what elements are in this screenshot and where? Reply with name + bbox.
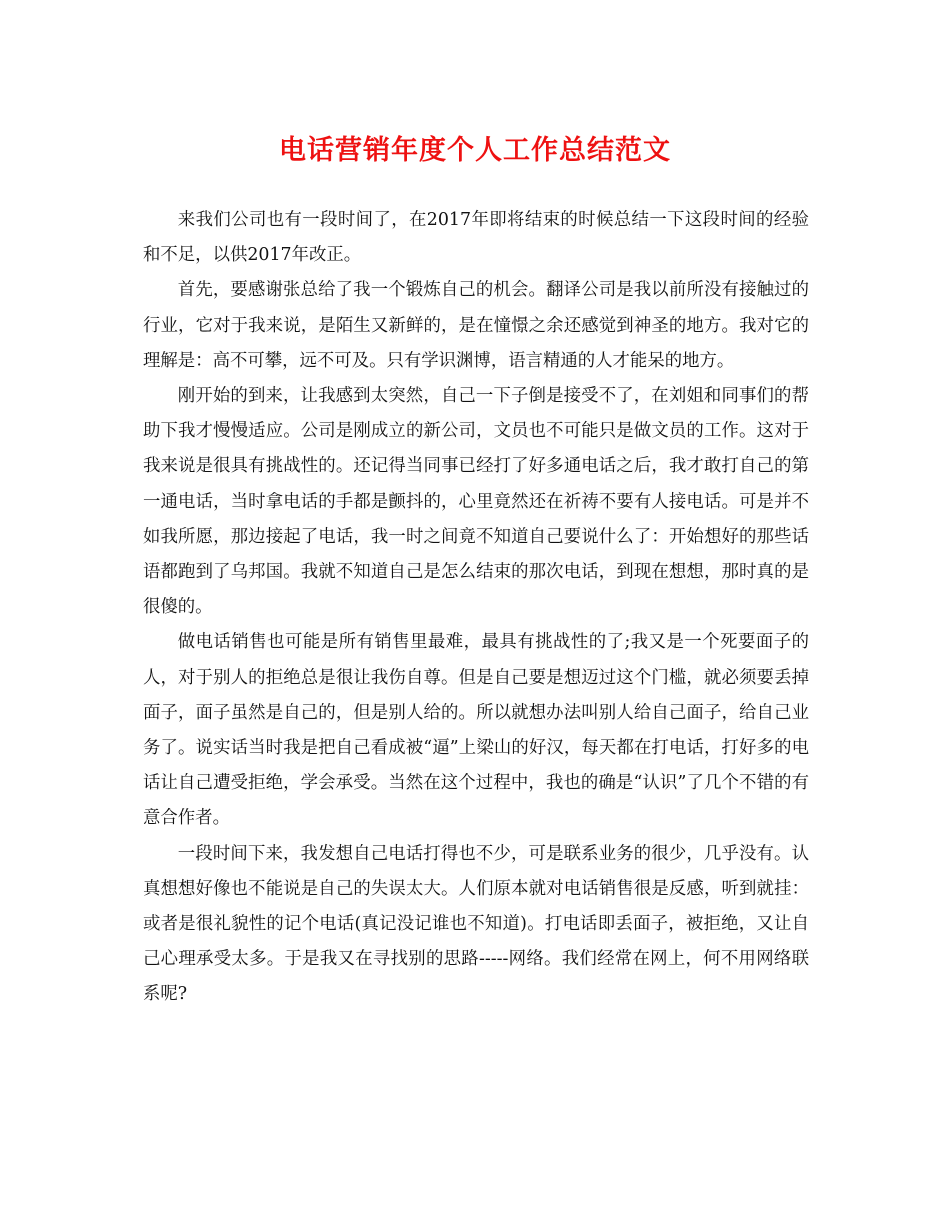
paragraph-3: 刚开始的到来，让我感到太突然，自己一下子倒是接受不了，在刘姐和同事们的帮助下我才慢慢适应。公司是刚成立的新公司，文员也不可能只是做文员的工作。这对于我来说是很具有挑战性的。还记得当同事已经打了好多通电话之后，我才敢打自己的第一通电话，当时拿电话的手都是颤抖的，心里竟然还在祈祷不要有人接电话。可是并不如我所愿，那边接起了电话，我一时之间竟不知道自己要说什么了：开始想好的那些话语都跑到了乌邦国。我就不知道自己是怎么结束的那次电话，到现在想想，那时真的是很傻的。 <box>143 386 809 618</box>
paragraph-4: 做电话销售也可能是所有销售里最难，最具有挑战性的了;我又是一个死要面子的人，对于别人的拒绝总是很让我伤自尊。但是自己要是想迈过这个门槛，就必须要丢掉面子，面子虽然是自己的，但是别人给的。所以就想办法叫别人给自己面子，给自己业务了。说实话当时我是把自己看成被“逼”上梁山的好汉，每天都在打电话，打好多的电话让自己遭受拒绝，学会承受。当然在这个过程中，我也的确是“认识”了几个不错的有意合作者。 <box>143 632 809 829</box>
document-body <box>143 203 809 1013</box>
document-title: 电话营销年度个人工作总结范文 <box>279 135 671 166</box>
paragraph-1: 来我们公司也有一段时间了，在2017年即将结束的时候总结一下这段时间的经验和不足，以供2017年改正。 <box>143 210 809 266</box>
paragraph-5: 一段时间下来，我发想自己电话打得也不少，可是联系业务的很少，几乎没有。认真想想好像也不能说是自己的失误太大。人们原本就对电话销售很是反感，听到就挂：或者是很礼貌性的记个电话(真记没记谁也不知道)。打电话即丢面子，被拒绝，又让自己心理承受太多。于是我又在寻找别的思路-----网络。我们经常在网上，何不用网络联系呢? <box>143 843 809 1005</box>
paragraph-2: 首先，要感谢张总给了我一个锻炼自己的机会。翻译公司是我以前所没有接触过的行业，它对于我来说，是陌生又新鲜的，是在憧憬之余还感觉到神圣的地方。我对它的理解是：高不可攀，远不可及。只有学识渊博，语言精通的人才能呆的地方。 <box>143 280 809 371</box>
